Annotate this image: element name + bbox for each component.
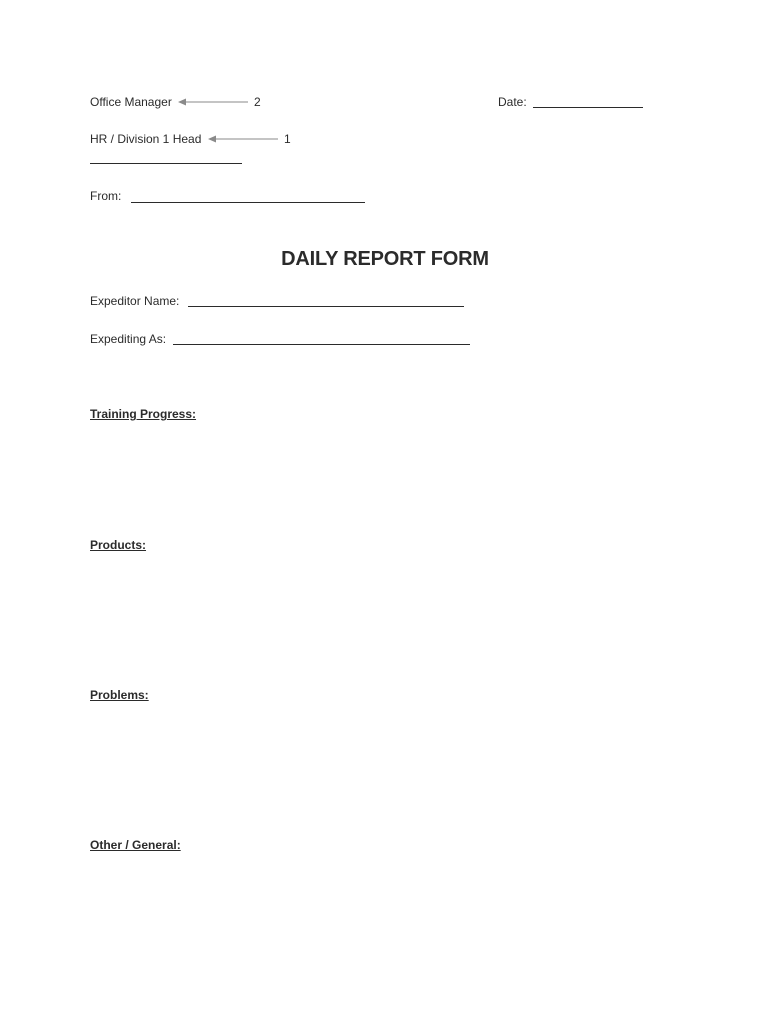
training-progress-area[interactable] (90, 428, 680, 528)
recipient-signature-field[interactable] (90, 163, 242, 164)
other-general-heading: Other / General: (90, 838, 181, 852)
problems-heading: Problems: (90, 688, 149, 702)
products-area[interactable] (90, 559, 680, 679)
left-arrow-icon (208, 134, 282, 144)
office-manager-number: 2 (254, 95, 261, 109)
from-field[interactable] (131, 202, 365, 203)
page-title: DAILY REPORT FORM (281, 248, 489, 270)
other-general-area[interactable] (90, 859, 680, 979)
date-label: Date: (498, 95, 527, 109)
expediting-as-label: Expediting As: (90, 332, 167, 346)
left-arrow-icon (178, 97, 252, 107)
expeditor-name-field[interactable] (188, 306, 464, 307)
training-progress-heading: Training Progress: (90, 407, 197, 421)
from-label: From: (90, 189, 122, 203)
problems-area[interactable] (90, 709, 680, 829)
hr-division-head-number: 1 (284, 132, 291, 146)
hr-division-head-label: HR / Division 1 Head (90, 132, 202, 146)
expeditor-name-label: Expeditor Name: (90, 294, 180, 308)
date-field[interactable] (533, 107, 643, 108)
products-heading: Products: (90, 538, 147, 552)
expediting-as-field[interactable] (173, 344, 470, 345)
office-manager-label: Office Manager (90, 95, 172, 109)
